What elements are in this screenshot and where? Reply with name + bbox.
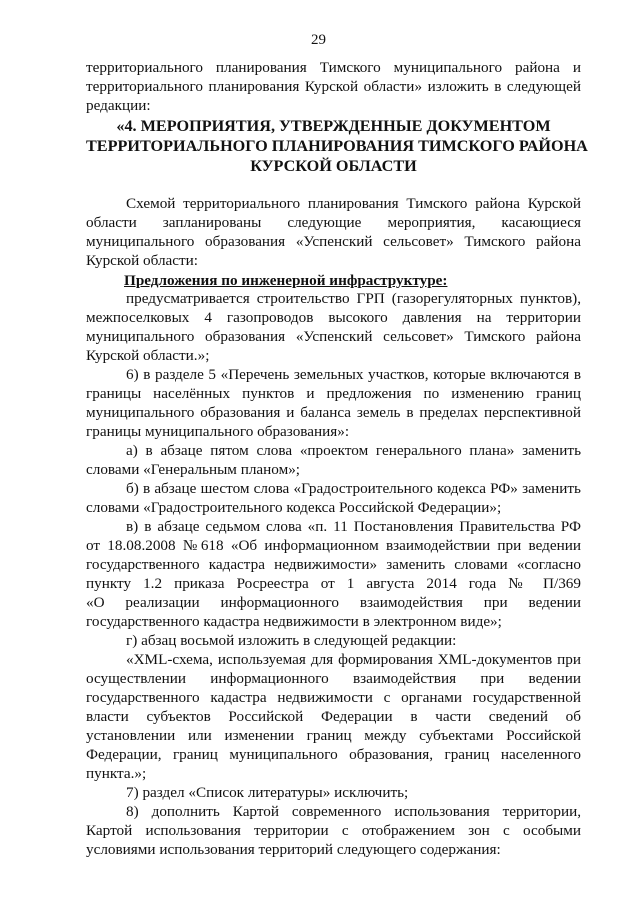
text-line: от 18.08.2008 №618 «Об информационном взаимодействии при ведении — [86, 537, 581, 554]
text-line: границы муниципального образования»: — [86, 423, 350, 440]
text-line: в) в абзаце седьмом слова «п. 11 Постановления Правительства РФ — [126, 518, 581, 535]
text-line: пункту 1.2 приказа Росреестра от 1 августа 2014 года № П/369 — [86, 575, 581, 592]
section-heading: ТЕРРИТОРИАЛЬНОГО ПЛАНИРОВАНИЯ ТИМСКОГО РАЙОНА — [86, 137, 588, 155]
text-line: 6) в разделе 5 «Перечень земельных участков, которые включаются в — [126, 366, 581, 383]
text-line: государственного кадастра недвижимости в электронном виде»; — [86, 613, 502, 630]
text-line: муниципального образования «Успенский сельсовет» Тимского района — [86, 233, 581, 250]
section-heading: «4. МЕРОПРИЯТИЯ, УТВЕРЖДЕННЫЕ ДОКУМЕНТОМ — [116, 117, 551, 135]
text-line: Федерации, границ муниципального образования, границ населенного — [86, 746, 581, 763]
text-line: Курской области: — [86, 252, 199, 269]
text-line: г) абзац восьмой изложить в следующей редакции: — [126, 632, 457, 649]
text-line: власти субъектов Российской Федерации в части сведений об — [86, 708, 581, 725]
text-line: осуществлении информационного взаимодействия при ведении — [86, 670, 581, 687]
page-number: 29 — [311, 32, 326, 48]
text-line: Курской области.»; — [86, 347, 210, 364]
text-line: государственного кадастра недвижимости с органами государственной — [86, 689, 581, 706]
text-line: муниципального образования и баланса земель в пределах перспективной — [86, 404, 581, 421]
text-line: предусматривается строительство ГРП (газорегуляторных пунктов), — [126, 290, 581, 307]
text-line: б) в абзаце шестом слова «Градостроительного кодекса РФ» заменить — [126, 480, 581, 497]
text-line: «XML-схема, используемая для формирования XML-документов при — [126, 651, 581, 668]
text-line: государственного кадастра недвижимости» заменить словами «согласно — [86, 556, 581, 573]
text-line: Схемой территориального планирования Тимского района Курской — [126, 195, 581, 212]
text-line: словами «Градостроительного кодекса Российской Федерации»; — [86, 499, 502, 516]
text-line: территориального планирования Курской области» изложить в следующей — [86, 78, 581, 95]
text-line: Картой использования территории с отображением зон с особыми — [86, 822, 581, 839]
text-line: границы населённых пунктов и предложения по изменению границ — [86, 385, 581, 402]
text-line: территориального планирования Тимского муниципального района и — [86, 59, 581, 76]
subsection-heading: Предложения по инженерной инфраструктуре: — [124, 272, 448, 289]
text-line: редакции: — [86, 97, 151, 114]
text-line: условиями использования территорий следующего содержания: — [86, 841, 501, 858]
text-line: 7) раздел «Список литературы» исключить; — [126, 784, 409, 801]
text-line: муниципального образования «Успенский сельсовет» Тимского района — [86, 328, 581, 345]
section-heading: КУРСКОЙ ОБЛАСТИ — [250, 157, 417, 175]
text-line: области запланированы следующие мероприятия, касающиеся — [86, 214, 581, 231]
text-line: а) в абзаце пятом слова «проектом генерального плана» заменить — [126, 442, 581, 459]
text-line: «О реализации информационного взаимодействия при ведении — [86, 594, 581, 611]
text-line: 8) дополнить Картой современного использования территории, — [126, 803, 581, 820]
text-line: установлении или изменении границ между субъектами Российской — [86, 727, 581, 744]
text-line: пункта.»; — [86, 765, 147, 782]
text-line: словами «Генеральным планом»; — [86, 461, 301, 478]
text-line: межпоселковых 4 газопроводов высокого давления на территории — [86, 309, 581, 326]
